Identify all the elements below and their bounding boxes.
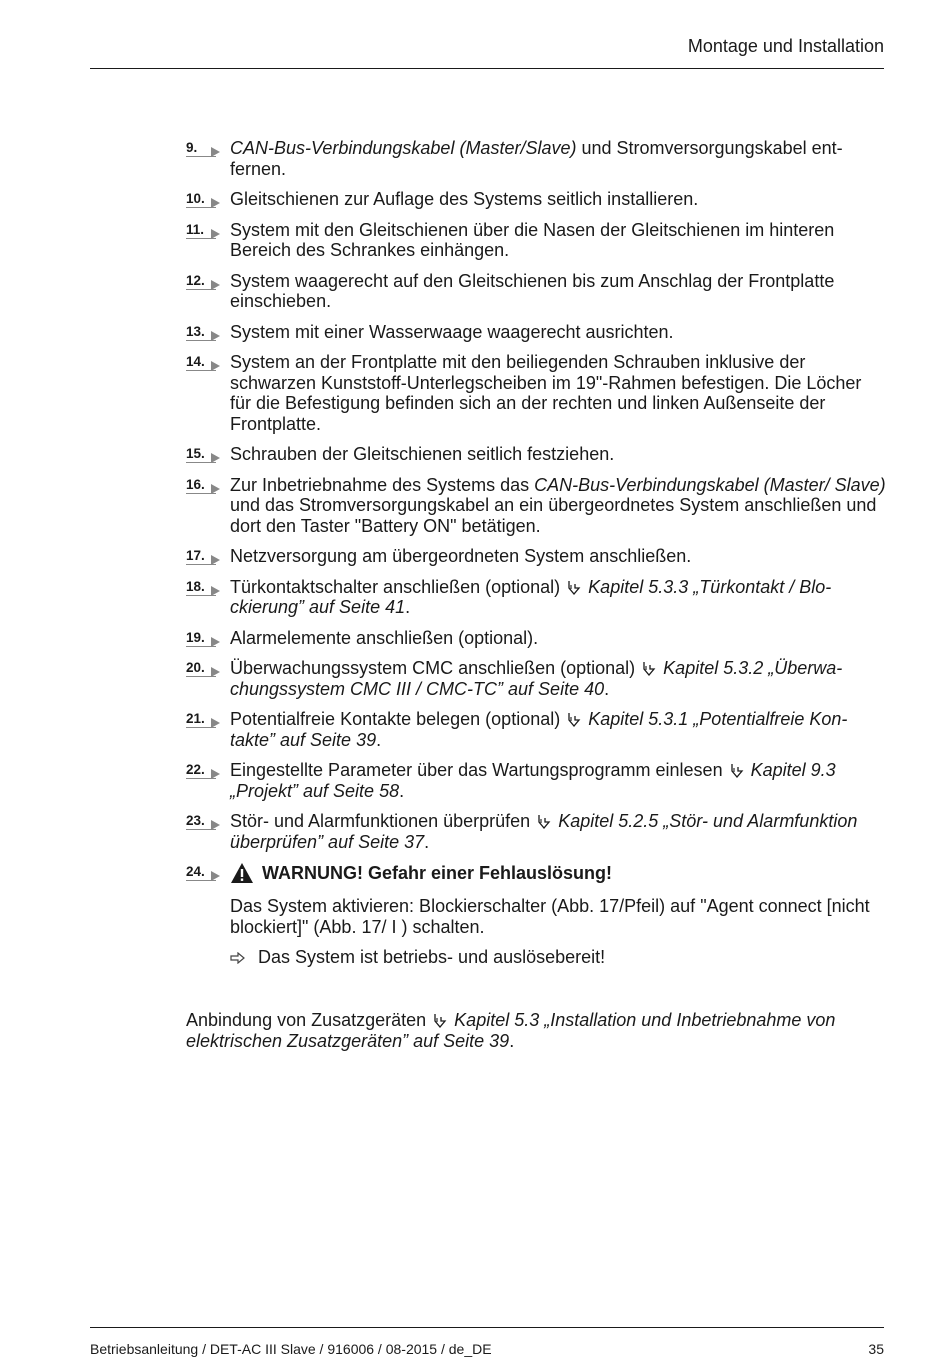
step-arrow-icon bbox=[211, 871, 220, 881]
step-number: 12. bbox=[186, 274, 216, 290]
step-text bbox=[230, 322, 886, 343]
result-text: Das System ist betriebs- und auslösebereit! bbox=[258, 947, 606, 967]
step-text-part: Netzversorgung am übergeordneten System anschließen. bbox=[230, 546, 692, 566]
step-arrow-icon bbox=[211, 586, 220, 596]
step-arrow-icon bbox=[211, 229, 220, 239]
cross-reference-link[interactable]: Kapitel 5.3.2 „Überwachungssystem CMC III / CMC-TC” auf Seite 40 bbox=[230, 658, 843, 699]
warning-title: WARNUNG! Gefahr einer Fehlauslösung! bbox=[262, 863, 613, 883]
step-text-part: . bbox=[424, 831, 430, 852]
warning-triangle-icon bbox=[230, 862, 254, 884]
footer-document-info: Betriebsanleitung / DET-AC III Slave / 916006 / 08-2015 / de_DE bbox=[90, 1341, 492, 1357]
step-arrow-icon bbox=[211, 667, 220, 677]
step-text-part: . bbox=[405, 597, 411, 617]
step-text-part: Zur Inbetriebnahme des Systems das bbox=[230, 474, 535, 495]
step-number: 17. bbox=[186, 549, 216, 565]
step-number: 10. bbox=[186, 192, 216, 208]
step-item bbox=[186, 475, 886, 537]
step-item bbox=[186, 444, 886, 465]
step-text-part: Potentialfreie Kontakte belegen (optional) bbox=[230, 709, 566, 729]
step-item bbox=[186, 546, 886, 567]
warning-body: Das System aktivieren: Blockierschalter (Abb. 17/Pfeil) auf "Agent connect [nicht blockiert]" (Abb. 17/ I ) schalten. bbox=[230, 896, 870, 937]
step-item bbox=[186, 322, 886, 343]
reference-hand-icon bbox=[565, 577, 583, 598]
step-text-part: . bbox=[376, 729, 382, 750]
step-number: 20. bbox=[186, 661, 216, 677]
step-number: 24. bbox=[186, 865, 216, 881]
step-text-part: System an der Frontplatte mit den beiliegenden Schrauben inklusive der schwarzen Kunststoff-Unterlegscheiben im 19"-Rahmen befestigen. Die Löcher für die Befestigung befinden sich an der rechten und linken Außenseite der Frontplatte. bbox=[230, 352, 862, 434]
step-text bbox=[230, 271, 886, 312]
cross-reference-link[interactable]: Kapitel 5.3.1 „Potentialfreie Kontakte” auf Seite 39 bbox=[230, 709, 848, 750]
note-link[interactable]: Kapitel 5.3 „Installation und Inbetriebnahme von elektrischen Zusatzgeräten” auf Seite 39 bbox=[186, 1010, 836, 1051]
step-number: 16. bbox=[186, 478, 216, 494]
result-line bbox=[230, 947, 886, 968]
cross-reference-link[interactable]: Kapitel 5.2.5 „Stör- und Alarmfunktion überprüfen” auf Seite 37 bbox=[230, 811, 858, 852]
step-number: 15. bbox=[186, 447, 216, 463]
step-text bbox=[230, 189, 886, 210]
footer-rule bbox=[90, 1327, 884, 1328]
step-arrow-icon bbox=[211, 718, 220, 728]
step-arrow-icon bbox=[211, 769, 220, 779]
step-item bbox=[186, 352, 886, 434]
reference-hand-icon bbox=[640, 658, 658, 679]
reference-hand-icon bbox=[728, 760, 746, 781]
running-header: Montage und Installation bbox=[687, 36, 884, 56]
step-text bbox=[230, 352, 886, 434]
step-text bbox=[230, 760, 886, 801]
step-text bbox=[230, 628, 886, 649]
step-number: 18. bbox=[186, 580, 216, 596]
step-text bbox=[230, 138, 886, 179]
step-text bbox=[230, 709, 886, 750]
step-item bbox=[186, 271, 886, 312]
step-item bbox=[186, 577, 886, 618]
cross-reference-link[interactable]: Kapitel 9.3 „Projekt” auf Seite 58 bbox=[230, 760, 836, 801]
note-prefix: Anbindung von Zusatzgeräten bbox=[186, 1010, 432, 1030]
step-text-part: Türkontaktschalter anschließen (optional) bbox=[230, 576, 566, 597]
step-text-part: und das Stromversorgungskabel an ein übergeordnetes System anschließen und dort den Taster "Battery ON" betätigen. bbox=[230, 495, 877, 536]
step-number: 14. bbox=[186, 355, 216, 371]
reference-hand-icon bbox=[565, 709, 583, 730]
step-text-part: System mit den Gleitschienen über die Nasen der Gleitschienen im hinteren Bereich des Schrankes einhängen. bbox=[230, 219, 835, 260]
step-text-part: System mit einer Wasserwaage waagerecht ausrichten. bbox=[230, 321, 674, 342]
warning-heading bbox=[230, 862, 886, 884]
step-item bbox=[186, 138, 886, 179]
step-item bbox=[186, 709, 886, 750]
instruction-steps bbox=[186, 138, 886, 978]
step-text bbox=[230, 577, 886, 618]
step-text bbox=[230, 220, 886, 261]
step-text bbox=[230, 475, 886, 537]
step-text-part: Überwachungssystem CMC anschließen (optional) bbox=[230, 658, 641, 678]
step-text-part: Eingestellte Parameter über das Wartungsprogramm einlesen bbox=[230, 760, 728, 780]
step-item bbox=[186, 811, 886, 852]
step-text-part: Alarmelemente anschließen (optional). bbox=[230, 627, 539, 648]
step-text bbox=[230, 546, 886, 567]
step-arrow-icon bbox=[211, 453, 220, 463]
step-number: 21. bbox=[186, 712, 216, 728]
step-text bbox=[230, 444, 886, 465]
step-text-part: . bbox=[399, 780, 405, 801]
result-arrow-icon bbox=[230, 947, 258, 968]
step-text bbox=[230, 658, 886, 699]
cross-reference-note bbox=[186, 1010, 886, 1051]
step-text bbox=[230, 811, 886, 852]
step-item bbox=[186, 189, 886, 210]
step-arrow-icon bbox=[211, 555, 220, 565]
step-arrow-icon bbox=[211, 280, 220, 290]
step-number: 13. bbox=[186, 325, 216, 341]
step-arrow-icon bbox=[211, 484, 220, 494]
note-suffix: . bbox=[509, 1030, 515, 1051]
step-number: 9. bbox=[186, 141, 216, 157]
step-arrow-icon bbox=[211, 331, 220, 341]
step-number: 22. bbox=[186, 763, 216, 779]
step-text-part: Gleitschienen zur Auflage des Systems seitlich installieren. bbox=[230, 189, 699, 209]
step-text-part: . bbox=[604, 678, 610, 699]
step-item bbox=[186, 628, 886, 649]
step-item bbox=[186, 658, 886, 699]
cross-reference-link[interactable]: Kapitel 5.3.3 „Türkontakt / Blockierung” auf Seite 41 bbox=[230, 576, 832, 617]
step-text-part: und Stromversorgungskabel entfernen. bbox=[230, 138, 843, 179]
cross-reference-link[interactable]: CAN-Bus-Verbindungskabel (Master/Slave) bbox=[230, 138, 577, 158]
step-arrow-icon bbox=[211, 361, 220, 371]
page-number: 35 bbox=[868, 1341, 884, 1357]
step-text-part: Stör- und Alarmfunktionen überprüfen bbox=[230, 811, 536, 831]
step-item-warning bbox=[186, 862, 886, 968]
step-text-part: Schrauben der Gleitschienen seitlich festziehen. bbox=[230, 444, 615, 464]
step-arrow-icon bbox=[211, 147, 220, 157]
cross-reference-link[interactable]: CAN-Bus-Verbindungskabel (Master/ Slave) bbox=[534, 474, 886, 495]
step-item bbox=[186, 220, 886, 261]
step-arrow-icon bbox=[211, 198, 220, 208]
reference-hand-icon bbox=[535, 811, 553, 832]
header-rule bbox=[90, 68, 884, 69]
step-text-part: System waagerecht auf den Gleitschienen bis zum Anschlag der Frontplatte einschieben. bbox=[230, 270, 835, 311]
step-item bbox=[186, 760, 886, 801]
reference-hand-icon bbox=[431, 1010, 449, 1031]
step-arrow-icon bbox=[211, 820, 220, 830]
step-arrow-icon bbox=[211, 637, 220, 647]
step-number: 11. bbox=[186, 223, 216, 239]
step-number: 19. bbox=[186, 631, 216, 647]
step-number: 23. bbox=[186, 814, 216, 830]
